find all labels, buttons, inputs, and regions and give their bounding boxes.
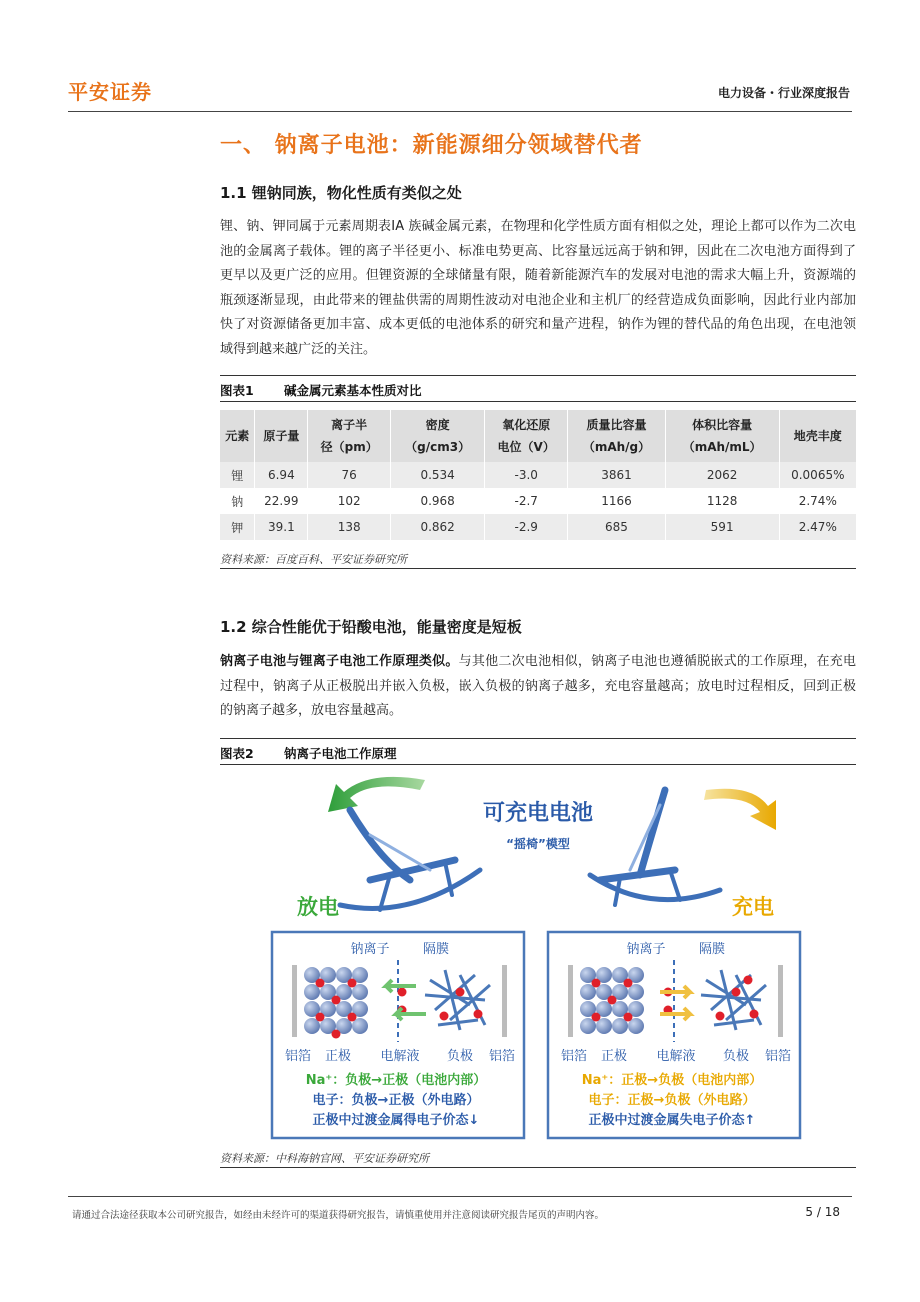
diagram-title: 可充电电池 [482, 801, 594, 826]
table-cell: 3861 [568, 462, 665, 488]
table-cell: 0.534 [391, 462, 485, 488]
table-cell: 钠 [231, 494, 244, 509]
page-number: 5 / 18 [805, 1205, 840, 1219]
charge-anode-label: 负极 [722, 1049, 750, 1064]
page-footer [68, 1196, 852, 1221]
sodium-ion [332, 1030, 341, 1039]
table-cell: 0.862 [391, 514, 485, 540]
subsection-title-2: 1.2 综合性能优于铅酸电池，能量密度是短板 [220, 618, 522, 636]
table-header-cell [485, 410, 568, 462]
diagram-subtitle: “摇椅”模型 [506, 837, 570, 851]
table-cell: 1128 [665, 488, 779, 514]
figure1-source: 资料来源：百度百科、平安证券研究所 [220, 551, 856, 569]
discharge-line-1: Na⁺：负极→正极（电池内部） [305, 1073, 487, 1088]
table-cell: 685 [568, 514, 665, 540]
discharge-label: 放电 [297, 895, 339, 919]
figure2-source: 资料来源：中科海钠官网、平安证券研究所 [220, 1150, 856, 1168]
table-header-cell [779, 410, 856, 462]
table-cell: 6.94 [255, 462, 308, 488]
table-header-line: 体积比容量 [692, 418, 753, 432]
table-body [220, 462, 856, 540]
sodium-ion [316, 1013, 325, 1022]
charge-line-3: 正极中过渡金属失电子价态↑ [588, 1113, 756, 1128]
discharge-electrolyte-label: 电解液 [380, 1049, 420, 1064]
table-header-line: （g/cm3） [405, 440, 471, 454]
sodium-ion [316, 979, 325, 988]
discharge-separator-label: 隔膜 [422, 942, 450, 957]
paragraph-2 [220, 650, 856, 724]
table-cell: 39.1 [255, 514, 308, 540]
table-row [220, 462, 856, 488]
charge-foil-left: 铝箔 [560, 1049, 588, 1064]
table-header-line: 径（pm） [320, 440, 378, 454]
figure2-title: 钠离子电池工作原理 [284, 746, 397, 761]
table-header-cell [255, 410, 308, 462]
rocking-chair-left-icon [340, 810, 480, 910]
table-cell: 0.0065% [779, 462, 856, 488]
sodium-ion [608, 996, 617, 1005]
charge-electrolyte-label: 电解液 [656, 1049, 696, 1064]
table-row [220, 514, 856, 540]
figure1-title: 碱金属元素基本性质对比 [284, 383, 422, 398]
table-cell: 2.74% [779, 488, 856, 514]
subsection-title-1: 1.1 锂钠同族，物化性质有类似之处 [220, 184, 462, 202]
charge-panel [548, 932, 800, 1138]
sodium-ion [624, 979, 633, 988]
table-header-line: （mAh/g） [582, 440, 651, 454]
discharge-foil-left: 铝箔 [284, 1049, 312, 1064]
sodium-ion [592, 1013, 601, 1022]
table-header-line: 元素 [225, 429, 250, 443]
discharge-line-2: 电子：负极→正极（外电路） [312, 1093, 480, 1108]
footer-disclaimer: 请通过合法途径获取本公司研究报告，如经由未经许可的渠道获得研究报告，请慎重使用并注意阅读研究报告尾页的声明内容。 [72, 1210, 605, 1221]
sodium-ion [348, 979, 357, 988]
table-cell: 591 [665, 514, 779, 540]
figure2-label: 图表2 [220, 746, 254, 761]
sodium-ion [624, 1013, 633, 1022]
table-header-cell [568, 410, 665, 462]
charge-arrow-icon [704, 789, 776, 830]
table-cell: 22.99 [255, 488, 308, 514]
discharge-foil-right: 铝箔 [488, 1049, 516, 1064]
charge-cathode-label: 正极 [600, 1049, 628, 1064]
discharge-anode-label: 负极 [446, 1049, 474, 1064]
table-header-line: 氧化还原 [502, 418, 551, 432]
paragraph-2-body: 与其他二次电池相似，钠离子电池也遵循脱嵌式的工作原理，在充电过程中，钠离子从正极脱出并嵌入负极，嵌入负极的钠离子越多，充电容量越高；放电时过程相反，回到正极的钠离子越多，放电容量越高。 [220, 654, 856, 718]
rocking-chair-right-icon [590, 790, 720, 905]
figure1-title-bar [220, 375, 856, 402]
table-header-row [220, 410, 856, 462]
table-cell: 钾 [220, 514, 255, 540]
table-cell: -2.7 [485, 488, 568, 514]
charge-line-1: Na⁺：正极→负极（电池内部） [581, 1073, 763, 1088]
table-header-cell [391, 410, 485, 462]
table-header-cell [220, 410, 255, 462]
table-cell: 2.47% [779, 514, 856, 540]
table-header-line: 离子半 [331, 418, 368, 432]
charge-separator-label: 隔膜 [698, 942, 726, 957]
table-cell: 76 [308, 462, 391, 488]
charge-line-2: 电子：正极→负极（外电路） [588, 1093, 756, 1108]
table-cell: 102 [308, 488, 391, 514]
discharge-panel [272, 932, 524, 1138]
table-header-line: 质量比容量 [586, 418, 647, 432]
discharge-line-3: 正极中过渡金属得电子价态↓ [312, 1113, 480, 1128]
table-header-line: 原子量 [263, 429, 300, 443]
paragraph-2-lead: 钠离子电池与锂离子电池工作原理类似。 [220, 654, 459, 669]
table-row [220, 488, 856, 514]
table-cell: 锂 [220, 462, 255, 488]
sodium-ion [348, 1013, 357, 1022]
diagram-svg [220, 770, 856, 1150]
paragraph-1: 锂、钠、钾同属于元素周期表ⅠA 族碱金属元素，在物理和化学性质方面有相似之处，理论上都可以作为二次电池的金属离子载体。锂的离子半径更小、标准电势更高、比容量远远高于钠和钾，因此在二次电池方面得到了更早以及更广泛的应用。但锂资源的全球储量有限，随着新能源汽车的发展对电池的需求大幅上升，资源端的瓶颈逐渐显现，由此带来的锂盐供需的周期性波动对电池企业和主机厂的经营造成负面影响，因此行业内部加快了对资源储备更加丰富、成本更低的电池体系的研究和量产进程，钠作为锂的替代品的角色出现，在电池领域得到越来越广泛的关注。 [220, 219, 856, 357]
table-cell: 0.968 [391, 488, 485, 514]
charge-foil-right: 铝箔 [764, 1049, 792, 1064]
working-principle-diagram [220, 770, 856, 1150]
discharge-cathode-label: 正极 [324, 1049, 352, 1064]
table-cell: 138 [308, 514, 391, 540]
page-header [68, 72, 852, 112]
table-header-line: 密度 [425, 418, 450, 432]
charge-ion-label: 钠离子 [626, 942, 666, 957]
table-header-cell [308, 410, 391, 462]
sodium-ion [592, 979, 601, 988]
section-title: 一、 钠离子电池：新能源细分领域替代者 [220, 133, 643, 158]
table-cell: 2062 [665, 462, 779, 488]
table-cell: 1166 [568, 488, 665, 514]
discharge-ion-label: 钠离子 [350, 942, 390, 957]
figure2-title-bar [220, 738, 856, 765]
discharge-arrow-icon [328, 777, 425, 812]
table-header-line: （mAh/mL） [682, 440, 762, 454]
table-header-cell [665, 410, 779, 462]
table-cell: -3.0 [485, 462, 568, 488]
company-logo: 平安证券 [68, 80, 152, 104]
alkali-metal-table [220, 410, 856, 540]
report-type: 电力设备・行业深度报告 [717, 86, 850, 100]
figure1-label: 图表1 [220, 383, 254, 398]
table-header-line: 电位（V） [497, 440, 555, 454]
table-header-line: 地壳丰度 [793, 429, 842, 443]
charge-label: 充电 [732, 895, 774, 919]
sodium-ion [332, 996, 341, 1005]
table-cell: -2.9 [485, 514, 568, 540]
